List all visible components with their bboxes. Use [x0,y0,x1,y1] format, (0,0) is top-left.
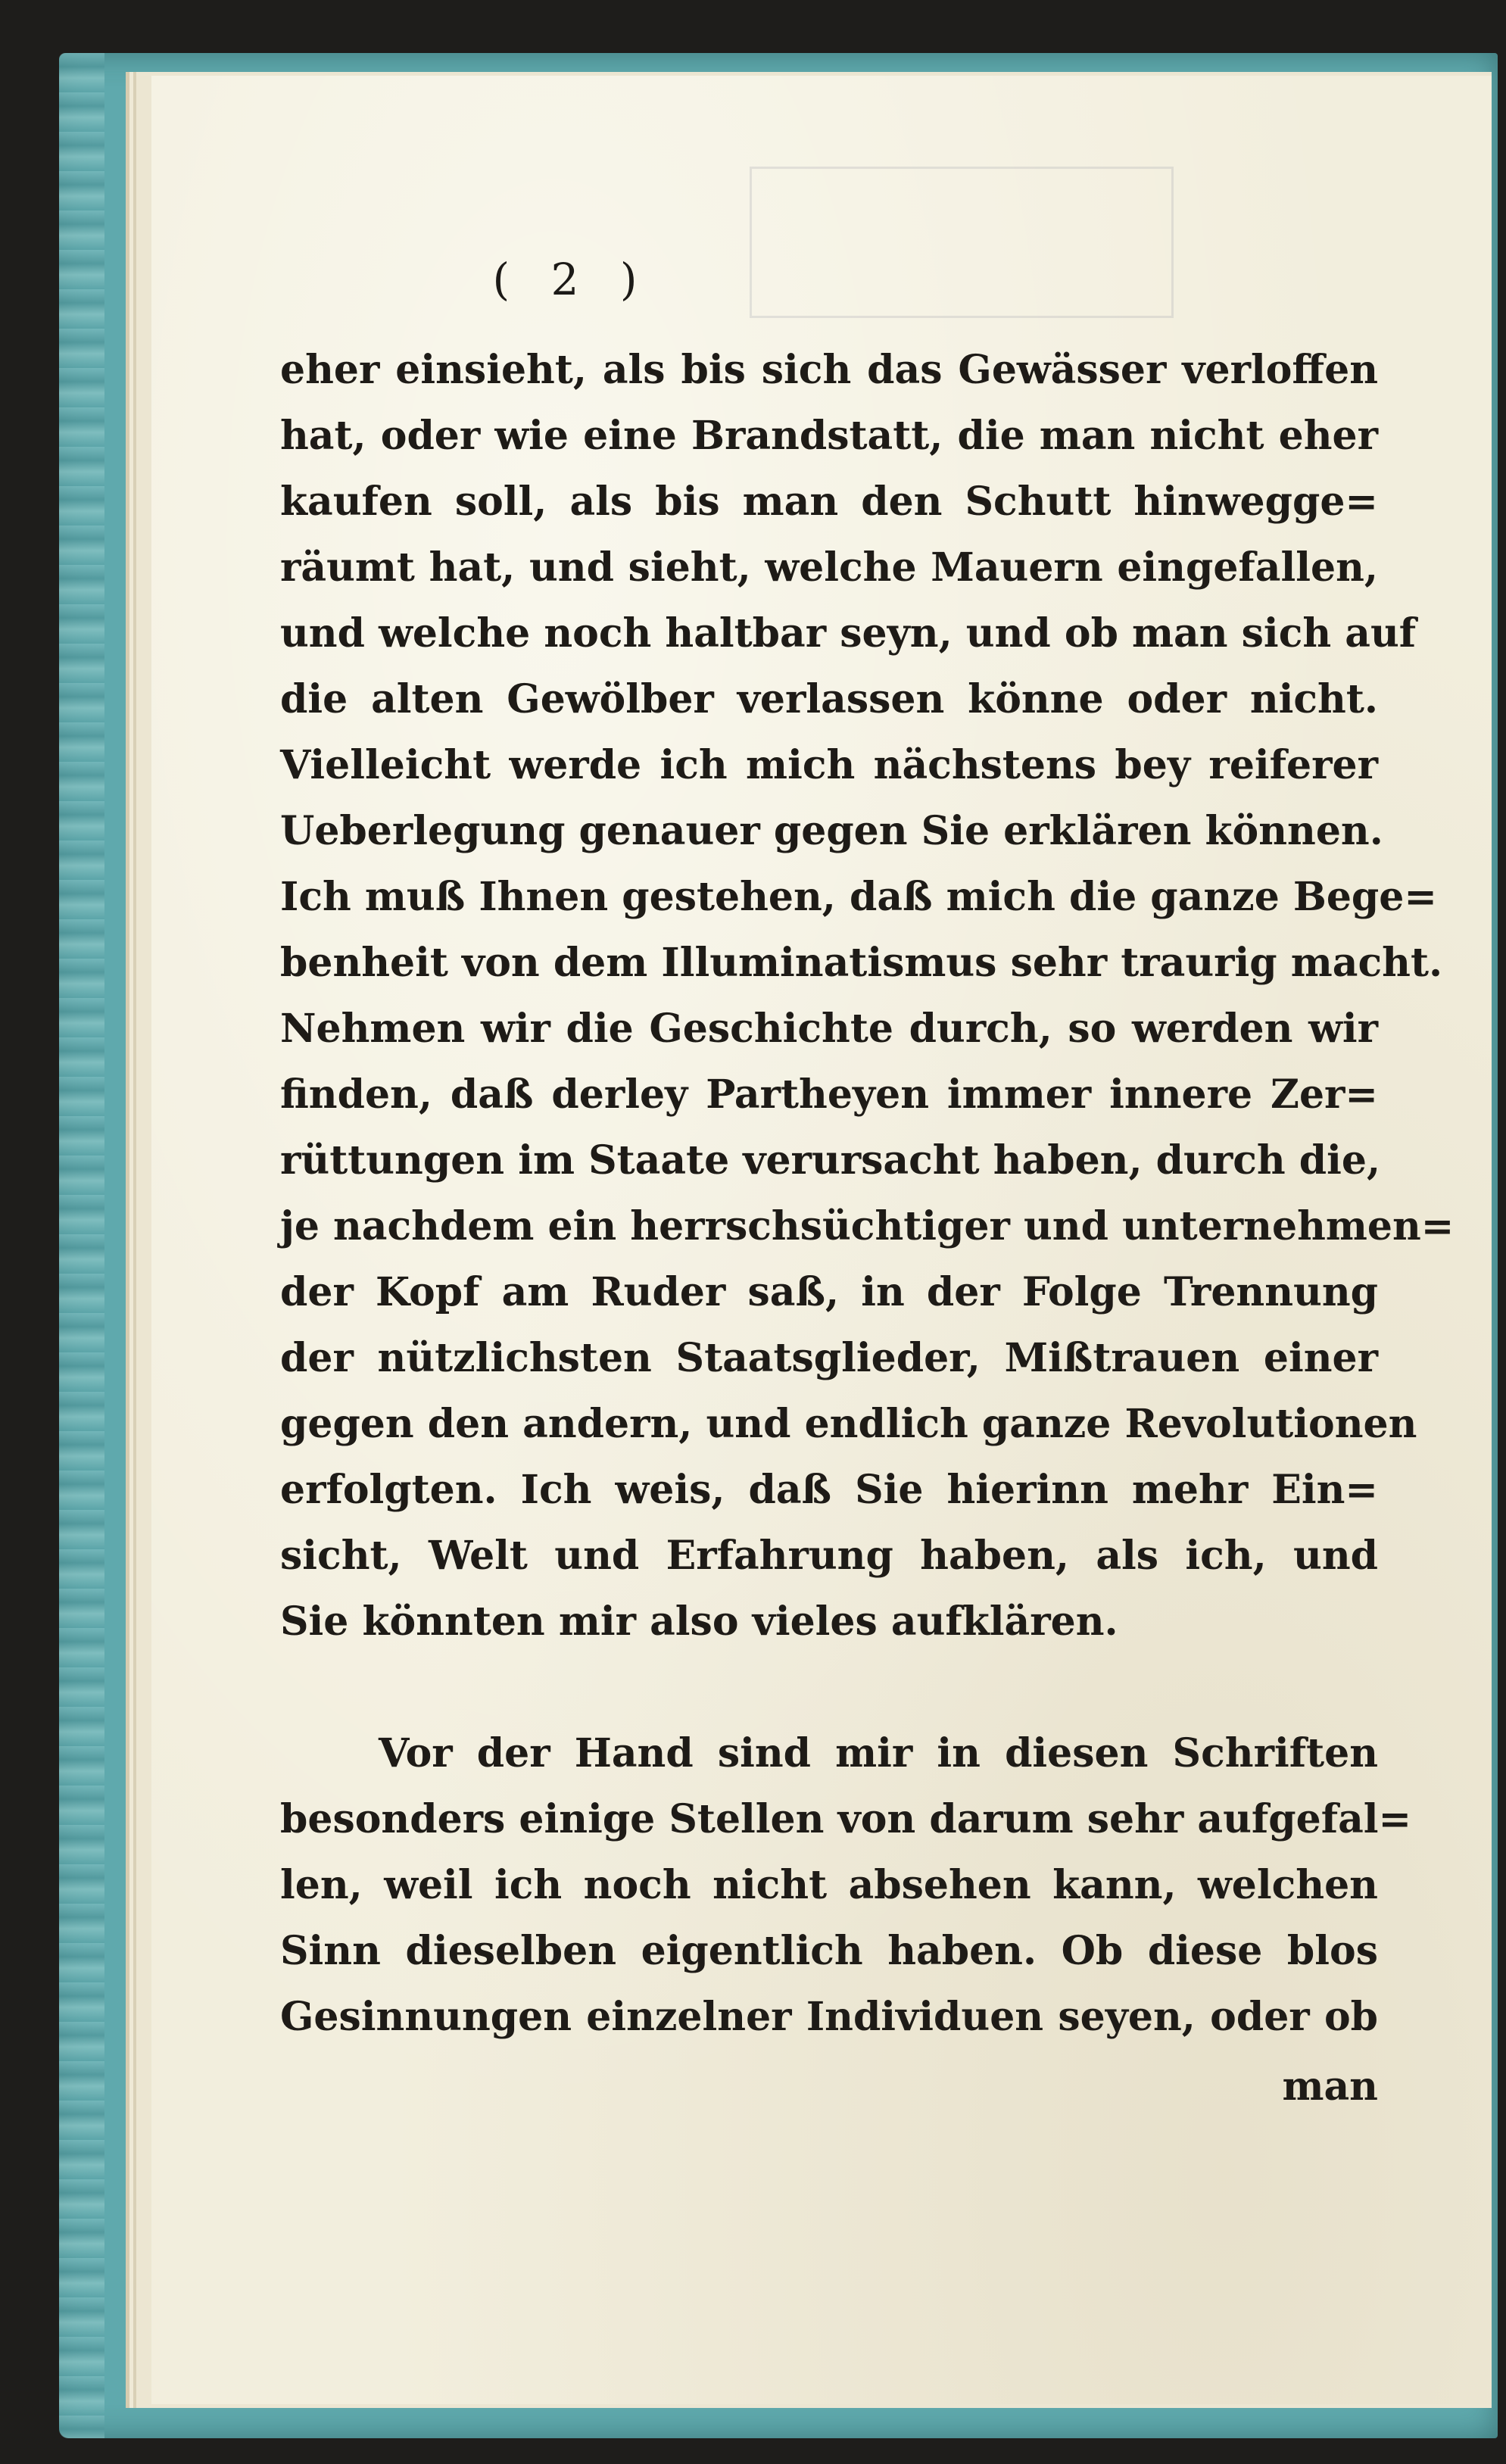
text-line: und welche noch haltbar seyn, und ob man sich auf [280,610,1417,657]
text-line: Ueberlegung genauer gegen Sie erklären können. [280,808,1383,854]
cover-worn-edge [59,53,104,2438]
catchword: man [1282,2063,1378,2110]
text-line: erfolgten. Ich weis, daß Sie hierinn mehr Ein= [280,1467,1378,1513]
text-line: len, weil ich noch nicht absehen kann, welchen [280,1862,1378,1908]
text-line: kaufen soll, als bis man den Schutt hinwegge= [280,479,1378,525]
text-line: die alten Gewölber verlassen könne oder nicht. [280,676,1378,722]
text-line: Sinn dieselben eigentlich haben. Ob diese blos [280,1928,1378,1974]
text-line: Gesinnungen einzelner Individuen seyen, oder ob [280,1994,1378,2040]
text-line: der nützlichsten Staatsglieder, Mißtrauen einer [280,1335,1378,1381]
text-line: Vor der Hand sind mir in diesen Schriften [379,1730,1378,1776]
text-line: je nachdem ein herrschsüchtiger und unternehmen= [280,1203,1455,1249]
body-text [280,337,1455,2050]
page-number-header: ( 2 ) [492,254,651,305]
text-line: finden, daß derley Partheyen immer innere Zer= [280,1071,1378,1118]
text-line: gegen den andern, und endlich ganze Revolutionen [280,1401,1417,1447]
text-line: eher einsieht, als bis sich das Gewässer verloffen [280,347,1378,393]
text-line: besonders einige Stellen von darum sehr aufgefal= [280,1796,1412,1842]
text-line: rüttungen im Staate verursacht haben, durch die, [280,1137,1381,1184]
text-line: Ich muß Ihnen gestehen, daß mich die ganze Bege= [280,874,1437,920]
text-line: benheit von dem Illuminatismus sehr traurig macht. [280,940,1443,986]
text-line: der Kopf am Ruder saß, in der Folge Trennung [280,1269,1378,1315]
text-line: hat, oder wie eine Brandstatt, die man nicht eher [280,413,1378,459]
text-line: Vielleicht werde ich mich nächstens bey reiferer [280,742,1378,788]
text-line: sicht, Welt und Erfahrung haben, als ich, und [280,1533,1378,1579]
text-line: räumt hat, und sieht, welche Mauern eingefallen, [280,544,1378,591]
paragraph-gap [280,1655,1378,1720]
text-line: Sie könnten mir also vieles aufklären. [280,1598,1118,1645]
text-line: Nehmen wir die Geschichte durch, so werden wir [280,1006,1378,1052]
